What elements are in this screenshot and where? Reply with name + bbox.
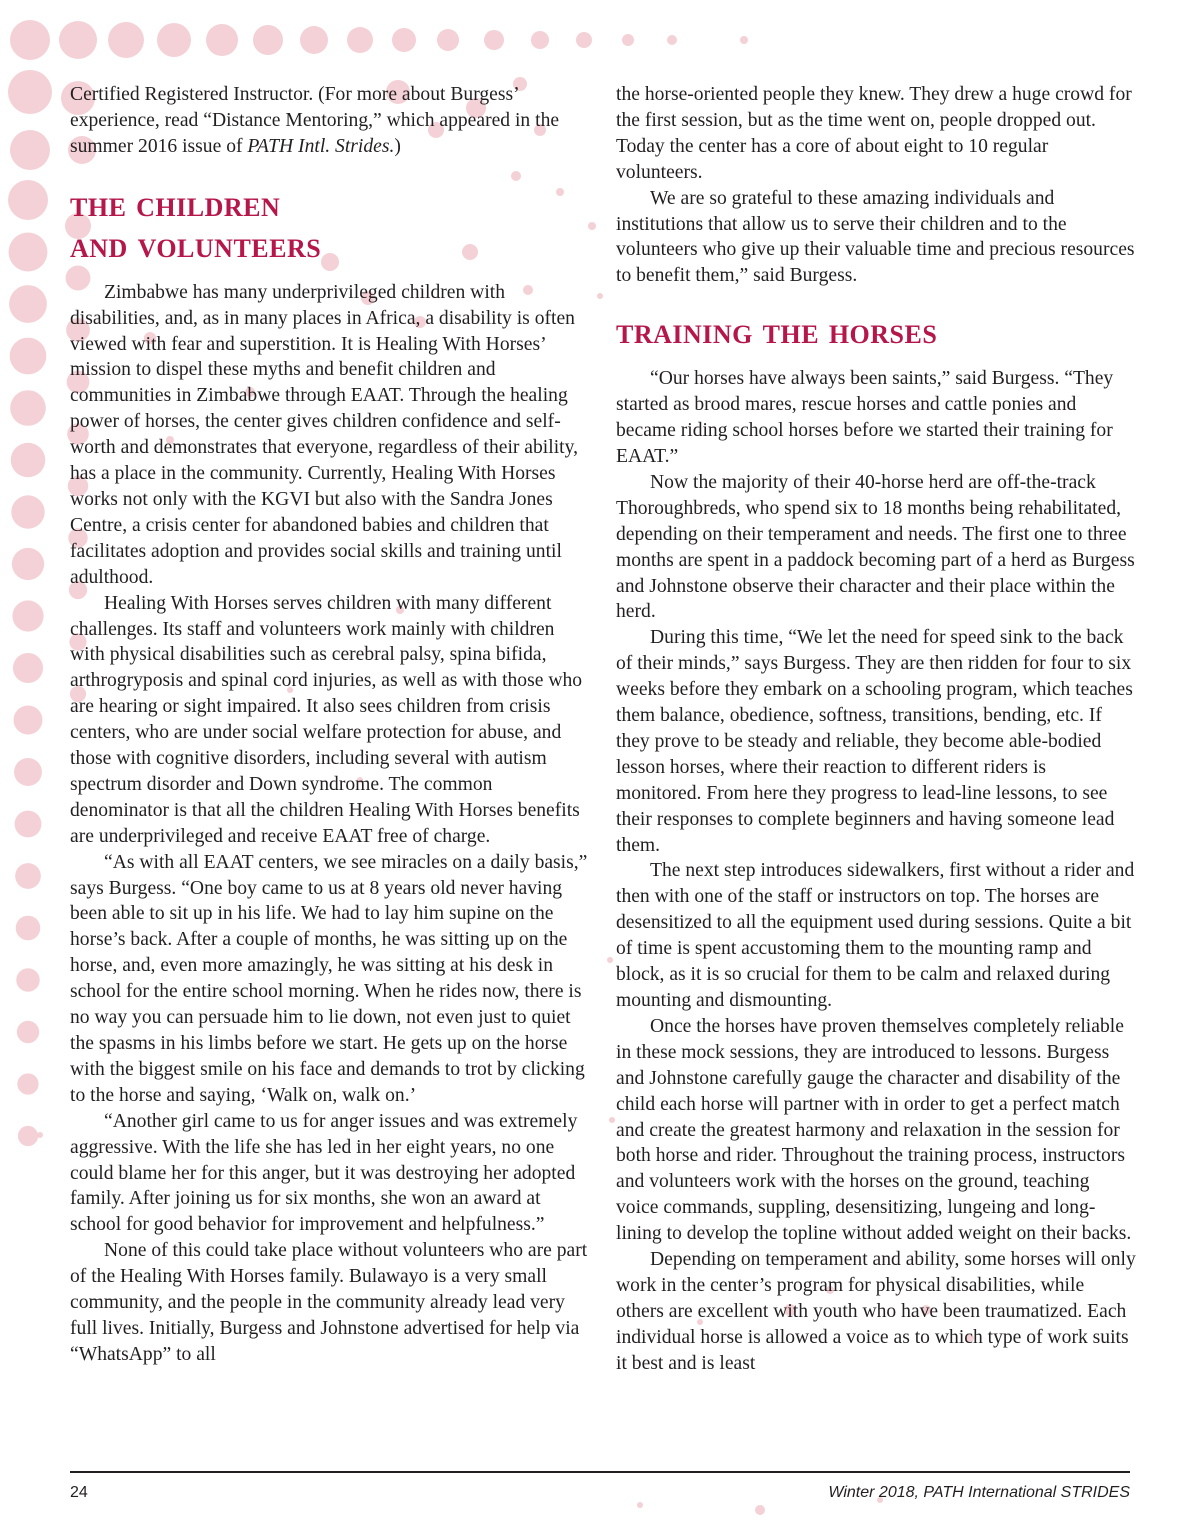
decorative-dot <box>206 24 238 56</box>
decorative-dot <box>12 548 44 580</box>
right-column <box>616 82 1136 1377</box>
body-paragraph: “Another girl came to us for anger issues and was extremely aggressive. With the life she has led in her eight years, no one could blame her for this anger, but it was destroying her adopted family. After joining us for six months, she won an award at school for good behavior for improvement and helpfulness.” <box>70 1110 578 1236</box>
continuation-paragraph: the horse-oriented people they knew. They drew a huge crowd for the first session, but as the time went on, people dropped out. Today the center has a core of about eight to 10 regular volunteers. <box>616 84 1132 183</box>
body-paragraph: The next step introduces sidewalkers, first without a rider and then with one of the staff or instructors on top. The horses are desensitized to all the equipment used during sessions. Quite a bit of time is spent accustoming them to the mounting ramp and block, as it is so crucial for them to be calm and relaxed during mounting and dismounting. <box>616 860 1135 1011</box>
decorative-dot <box>740 36 748 44</box>
section-heading-children-volunteers <box>70 184 588 266</box>
body-paragraph: Zimbabwe has many underprivileged children with disabilities, and, as in many places in Africa, a disability is often viewed with fear and superstition. It is Healing With Horses’ mission to dispel these myths and benefit children and communities in Zimbabwe through EAAT. Through the healing power of horses, the center gives children confidence and self-worth and demonstrates that everyone, regardless of their ability, has a place in the community. Currently, Healing With Horses works not only with the KGVI but also with the Sandra Jones Centre, a crisis center for abandoned babies and children that facilitates adoption and provides social skills and training until adulthood. <box>70 281 579 588</box>
decorative-dot <box>157 23 191 57</box>
footer-publication: Winter 2018, PATH International STRIDES <box>828 1484 1130 1501</box>
decorative-dot <box>13 653 43 683</box>
decorative-dot <box>10 20 50 60</box>
decorative-dot <box>607 957 613 963</box>
decorative-dot <box>576 32 592 48</box>
decorative-dot <box>755 1505 765 1515</box>
body-paragraph: Now the majority of their 40-horse herd are off-the-track Thoroughbreds, who spend six to 18 months being rehabilitated, depending on their temperament and needs. The first one to three months are spent in a paddock becoming part of a herd as Burgess and Johnstone observe their character and their place within the herd. <box>616 471 1135 623</box>
body-paragraph: During this time, “We let the need for speed sink to the back of their minds,” says Burgess. They are then ridden for four to six weeks before they embark on a schooling program, which teaches them balance, obedience, softness, transitions, bending, etc. If they prove to be steady and reliable, they become able-bodied lesson horses, where their reaction to different riders is monitored. From here they progress to lead-line lessons, to see their responses to complete beginners and having someone lead them. <box>616 627 1133 856</box>
decorative-dot <box>16 916 41 941</box>
decorative-dot <box>16 968 40 992</box>
decorative-dot <box>37 1132 43 1138</box>
body-paragraph: Depending on temperament and ability, some horses will only work in the center’s program for physical disabilities, while others are excellent with youth who have been traumatized. Each individual horse is allowed a voice as to which type of work suits it best and is least <box>616 1249 1136 1374</box>
quote-paragraph: We are so grateful to these amazing individuals and institutions that allow us to serve their children and to the volunteers who give up their valuable time and precious resources to benefit them,” said Burgess. <box>616 187 1135 287</box>
decorative-dot <box>10 390 46 426</box>
decorative-dot <box>253 25 283 55</box>
decorative-dot <box>59 21 97 59</box>
decorative-dot <box>588 222 596 230</box>
decorative-dot <box>14 706 43 735</box>
decorative-dot <box>18 1126 38 1146</box>
intro-closing: ) <box>394 135 401 157</box>
heading-line-2: and volunteers <box>70 224 322 266</box>
decorative-dot <box>9 233 48 272</box>
heading-line-1: the children <box>70 183 281 225</box>
decorative-dot <box>437 29 459 51</box>
body-paragraph: Once the horses have proven themselves completely reliable in these mock sessions, they are introduced to lessons. Burgess and Johnstone carefully gauge the character and disability of the child each horse will partner with in order to get a perfect match and create the greatest harmony and relaxation in the session for both horse and rider. Throughout the training process, instructors and volunteers work with the horses on the ground, teaching voice commands, suppling, desensitizing, lungeing and long-lining to develop the topline without added weight on their backs. <box>616 1015 1132 1245</box>
body-paragraph: “Our horses have always been saints,” said Burgess. “They started as brood mares, rescue horses and cattle ponies and became riding school horses before we started their training for EAAT.” <box>616 368 1114 467</box>
intro-paragraph <box>70 82 588 160</box>
decorative-dot <box>637 1502 643 1508</box>
decorative-dot <box>300 26 328 54</box>
decorative-dot <box>597 293 603 299</box>
decorative-dot <box>15 811 42 838</box>
decorative-dot <box>622 34 634 46</box>
decorative-dot <box>347 27 373 53</box>
decorative-dot <box>14 758 42 786</box>
decorative-dot <box>392 28 416 52</box>
intro-text: Certified Registered Instructor. (For more about Burgess’ experience, read “Distance Mentoring,” which appeared in the summer 2016 issue of <box>70 84 560 157</box>
publication-title: PATH Intl. Strides. <box>247 135 395 157</box>
decorative-dot <box>10 338 47 375</box>
footer-rule <box>70 1471 1130 1473</box>
decorative-dot <box>11 495 44 528</box>
decorative-dot <box>667 35 677 45</box>
body-paragraph: “As with all EAAT centers, we see miracles on a daily basis,” says Burgess. “One boy came to us at 8 years old never having been able to sit up in his life. We had to lay him supine on the horse’s back. After a couple of months, he was sitting up on the horse, and, even more amazingly, he was sitting at his desk in school for the entire school morning. When he rides now, there is no way you can persuade him to lie down, not even just to quiet the spasms in his limbs before we start. He gets up on the horse with the biggest smile on his face and demands to trot by clicking to the horse and saying, ‘Walk on, walk on.’ <box>70 851 588 1106</box>
decorative-dot <box>484 30 504 50</box>
decorative-dot <box>12 600 43 631</box>
decorative-dot <box>17 1021 39 1043</box>
page-number: 24 <box>70 1484 88 1501</box>
section-heading-training-horses: training the horses <box>616 311 938 353</box>
decorative-dot <box>531 31 549 49</box>
decorative-dot <box>15 863 41 889</box>
body-paragraph: None of this could take place without volunteers who are part of the Healing With Horses family. Bulawayo is a very small community, and the people in the community already lead very full lives. Initially, Burgess and Johnstone advertised for help via “WhatsApp” to all <box>70 1240 588 1365</box>
decorative-dot <box>17 1073 38 1094</box>
decorative-dot <box>10 130 50 170</box>
decorative-dot <box>609 1117 615 1123</box>
decorative-dot <box>8 70 52 114</box>
decorative-dot <box>9 285 47 323</box>
left-column <box>70 82 588 1368</box>
decorative-dot <box>11 443 46 478</box>
body-paragraph: Healing With Horses serves children with many different challenges. Its staff and volunteers work mainly with children with physical disabilities such as cerebral palsy, spina bifida, arthrogryposis and spinal cord injuries, as well as with those who are hearing or sight impaired. It also sees children from crisis centers, who are under social welfare protection for abuse, and those with cognitive disorders, including several with autism spectrum disorder and Down syndrome. The common denominator is that all the children Healing With Horses benefits are underprivileged and receive EAAT free of charge. <box>70 592 583 847</box>
decorative-dot <box>108 22 144 58</box>
decorative-dot <box>8 180 48 220</box>
